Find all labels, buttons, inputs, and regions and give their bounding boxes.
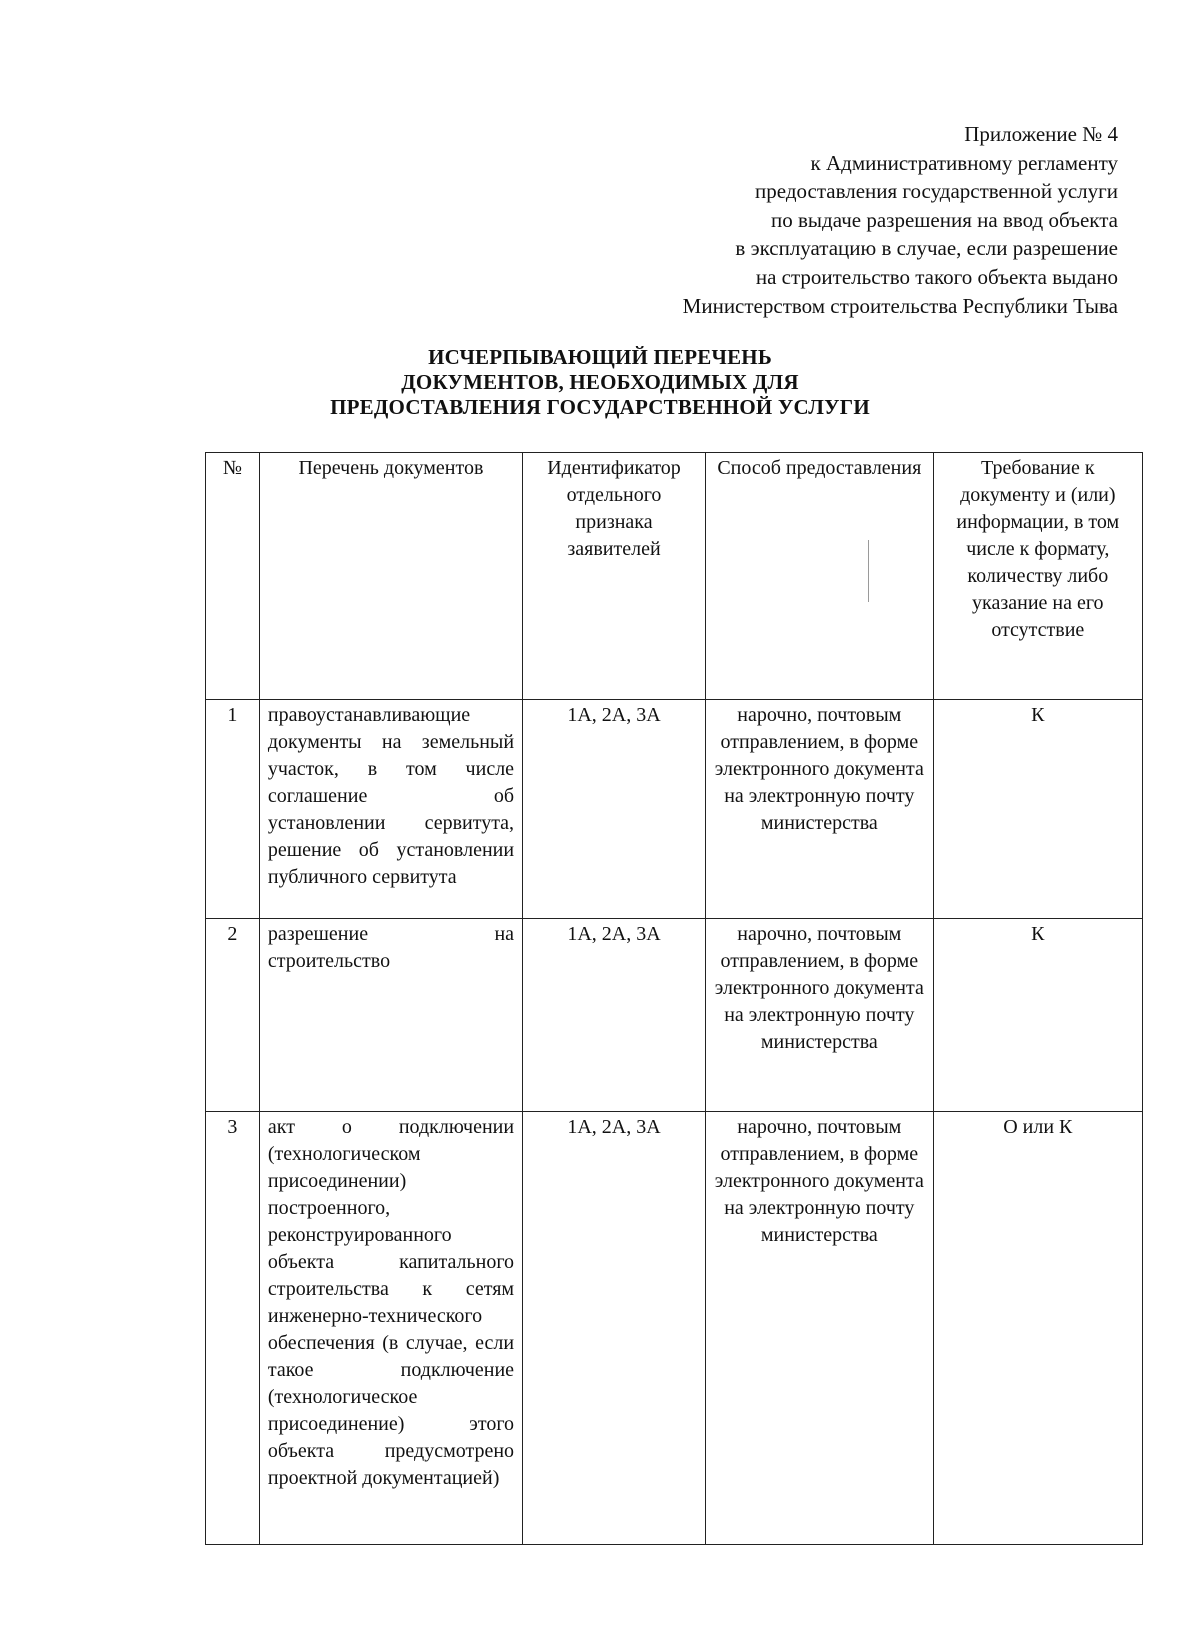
table-header-row: [206, 453, 1143, 700]
appendix-line: в эксплуатацию в случае, если разрешение: [735, 236, 1118, 261]
appendix-line: к Административному регламенту: [810, 150, 1118, 175]
header-number: №: [206, 453, 260, 700]
table-row: [206, 700, 1143, 919]
row-identifier: 1А, 2А, 3А: [523, 919, 706, 1112]
title-line: ИСЧЕРПЫВАЮЩИЙ ПЕРЕЧЕНЬ: [428, 345, 772, 369]
row-requirement: О или К: [933, 1112, 1142, 1545]
appendix-line: на строительство такого объекта выдано: [755, 264, 1118, 289]
row-number: 2: [206, 919, 260, 1112]
header-method: Способ предоставления: [705, 453, 933, 700]
row-requirement: К: [933, 700, 1142, 919]
appendix-line: по выдаче разрешения на ввод объекта: [771, 207, 1118, 232]
row-document: правоустанавливающие документы на земельный участок, в том числе соглашение об установлении сервитута, решение об установлении публичного сервитута: [259, 700, 522, 919]
appendix-line: Министерством строительства Республики Тыва: [682, 293, 1118, 318]
row-identifier: 1А, 2А, 3А: [523, 700, 706, 919]
row-method: нарочно, почтовым отправлением, в форме электронного документа на электронную почту министерства: [705, 1112, 933, 1545]
scan-mark: [868, 540, 869, 602]
title-line: ПРЕДОСТАВЛЕНИЯ ГОСУДАРСТВЕННОЙ УСЛУГИ: [330, 395, 870, 419]
row-requirement: К: [933, 919, 1142, 1112]
title-line: ДОКУМЕНТОВ, НЕОБХОДИМЫХ ДЛЯ: [401, 370, 799, 394]
document-title: [0, 345, 1200, 420]
table-row: [206, 919, 1143, 1112]
appendix-line: Приложение № 4: [964, 122, 1118, 146]
row-number: 3: [206, 1112, 260, 1545]
documents-table: [205, 452, 1143, 1545]
row-method: нарочно, почтовым отправлением, в форме электронного документа на электронную почту министерства: [705, 700, 933, 919]
header-requirement: Требование к документу и (или) информации, в том числе к формату, количеству либо указание на его отсутствие: [933, 453, 1142, 700]
header-document-list: Перечень документов: [259, 453, 522, 700]
row-identifier: 1А, 2А, 3А: [523, 1112, 706, 1545]
header-identifier: Идентификатор отдельного признака заявителей: [523, 453, 706, 700]
row-document: разрешение на строительство: [259, 919, 522, 1112]
appendix-line: предоставления государственной услуги: [755, 179, 1118, 204]
row-document: акт о подключении (технологическом присоединении) построенного, реконструированного объекта капитального строительства к сетям инженерно-технического обеспечения (в случае, если такое подключение (технологическое присоединение) этого объекта предусмотрено проектной документацией): [259, 1112, 522, 1545]
appendix-header: [558, 120, 1118, 320]
table-row: [206, 1112, 1143, 1545]
row-number: 1: [206, 700, 260, 919]
row-method: нарочно, почтовым отправлением, в форме электронного документа на электронную почту министерства: [705, 919, 933, 1112]
